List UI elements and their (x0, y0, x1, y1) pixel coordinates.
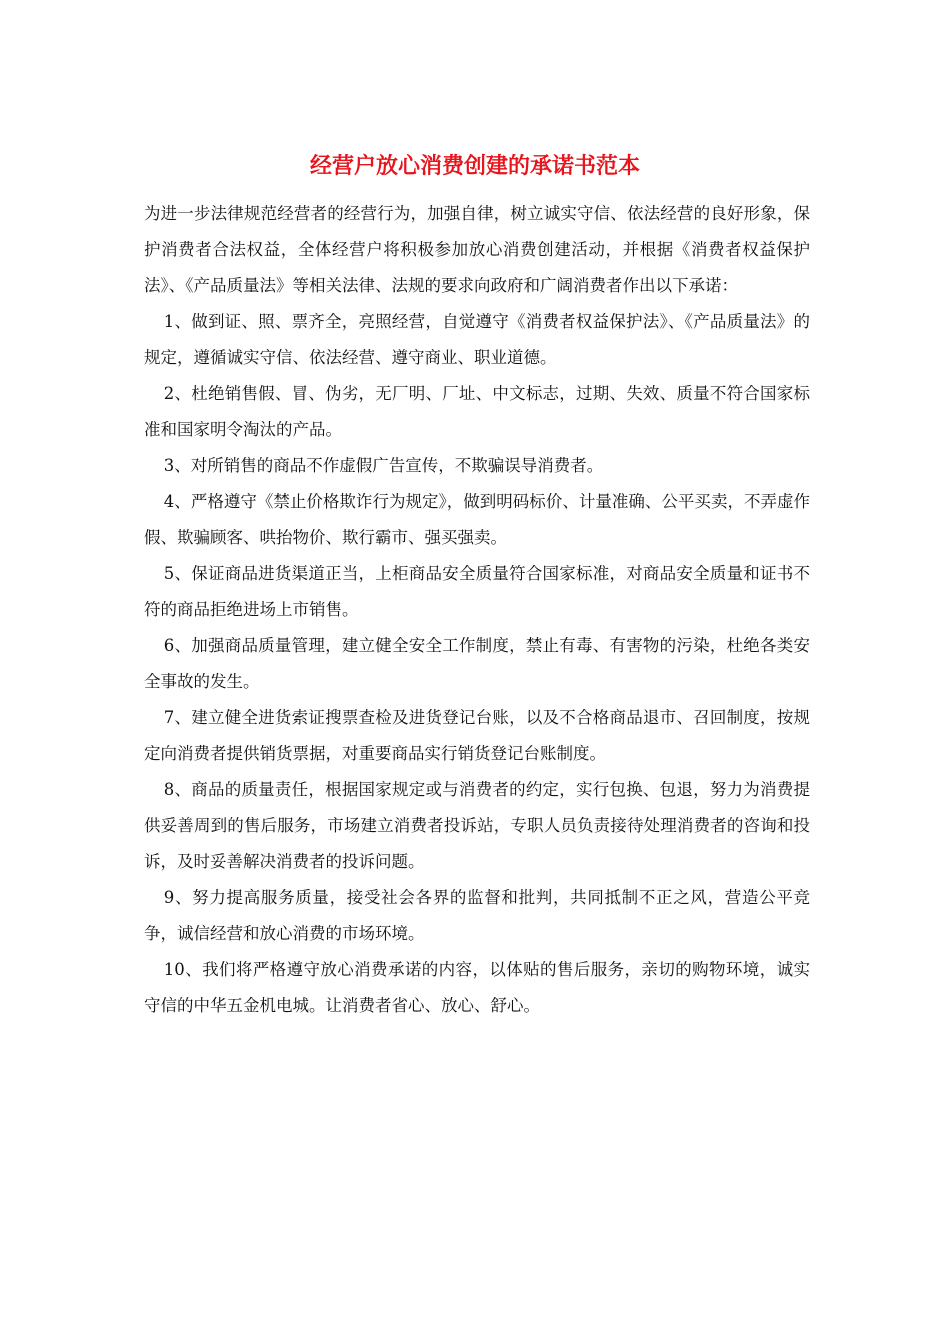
commitment-item-2: 2、杜绝销售假、冒、伪劣，无厂明、厂址、中文标志，过期、失效、质量不符合国家标准和国家明令淘汰的产品。 (144, 384, 810, 439)
commitment-item-9: 9、努力提高服务质量，接受社会各界的监督和批判，共同抵制不正之风，营造公平竞争，诚信经营和放心消费的市场环境。 (144, 888, 810, 943)
commitment-item-6: 6、加强商品质量管理，建立健全安全工作制度，禁止有毒、有害物的污染，杜绝各类安全事故的发生。 (144, 636, 810, 691)
commitment-item-5: 5、保证商品进货渠道正当，上柜商品安全质量符合国家标准，对商品安全质量和证书不符的商品拒绝进场上市销售。 (144, 564, 810, 619)
commitment-item-10: 10、我们将严格遵守放心消费承诺的内容，以体贴的售后服务，亲切的购物环境，诚实守信的中华五金机电城。让消费者省心、放心、舒心。 (144, 960, 810, 1015)
commitment-item-8: 8、商品的质量责任，根据国家规定或与消费者的约定，实行包换、包退，努力为消费提供妥善周到的售后服务，市场建立消费者投诉站，专职人员负责接待处理消费者的咨询和投诉，及时妥善解决消费者的投诉问题。 (144, 780, 810, 871)
document-body (144, 196, 810, 1024)
commitment-item-7: 7、建立健全进货索证搜票查检及进货登记台账，以及不合格商品退市、召回制度，按规定向消费者提供销货票据，对重要商品实行销货登记台账制度。 (144, 708, 810, 763)
commitment-item-4: 4、严格遵守《禁止价格欺诈行为规定》，做到明码标价、计量准确、公平买卖，不弄虚作假、欺骗顾客、哄抬物价、欺行霸市、强买强卖。 (144, 492, 810, 547)
document-title: 经营户放心消费创建的承诺书范本 (309, 154, 640, 179)
commitment-item-3: 3、对所销售的商品不作虚假广告宣传，不欺骗误导消费者。 (163, 456, 604, 475)
intro-paragraph: 为进一步法律规范经营者的经营行为，加强自律，树立诚实守信、依法经营的良好形象，保护消费者合法权益，全体经营户将积极参加放心消费创建活动，并根据《消费者权益保护法》、《产品质量法》等相关法律、法规的要求向政府和广阔消费者作出以下承诺： (144, 204, 810, 295)
commitment-item-1: 1、做到证、照、票齐全，亮照经营，自觉遵守《消费者权益保护法》、《产品质量法》的规定，遵循诚实守信、依法经营、遵守商业、职业道德。 (144, 312, 810, 367)
